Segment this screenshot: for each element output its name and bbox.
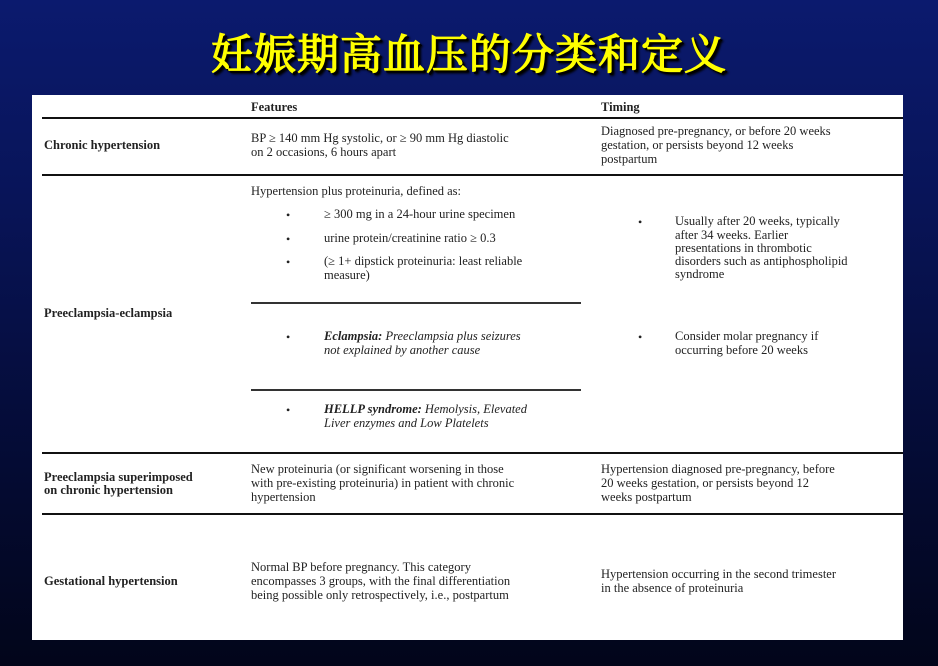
bullet-icon: • xyxy=(638,215,643,229)
bullet-icon: • xyxy=(286,330,291,344)
row-name-chronic: Chronic hypertension xyxy=(44,138,161,152)
hellp-text: Hemolysis, Elevated xyxy=(424,402,527,416)
proteinuria-criterion: (≥ 1+ dipstick proteinuria: least reliable xyxy=(324,254,523,268)
bullet-icon: • xyxy=(286,208,291,222)
row-name-preeclampsia: Preeclampsia-eclampsia xyxy=(44,306,173,320)
classification-table xyxy=(32,95,903,640)
chronic-timing-line: Diagnosed pre-pregnancy, or before 20 weeks xyxy=(601,124,831,138)
row-name-gestational: Gestational hypertension xyxy=(44,574,178,588)
gestational-timing-line: Hypertension occurring in the second trimester xyxy=(601,567,836,581)
header-rule xyxy=(42,117,903,119)
row-rule xyxy=(42,513,903,515)
preeclampsia-timing-line: after 34 weeks. Earlier xyxy=(675,228,789,242)
row-name-superimposed: on chronic hypertension xyxy=(44,483,173,497)
eclampsia-text: not explained by another cause xyxy=(324,343,481,357)
superimposed-features-line: hypertension xyxy=(251,490,316,504)
eclampsia-definition xyxy=(324,330,521,344)
superimposed-timing-line: 20 weeks gestation, or persists beyond 12 xyxy=(601,476,809,490)
gestational-features-line: Normal BP before pregnancy. This category xyxy=(251,560,471,574)
chronic-timing-line: gestation, or persists beyond 12 weeks xyxy=(601,138,794,152)
eclampsia-text: Preeclampsia plus seizures xyxy=(385,329,521,343)
hellp-definition xyxy=(324,403,527,417)
subsection-rule xyxy=(251,302,581,304)
bullet-icon: • xyxy=(286,403,291,417)
bullet-icon: • xyxy=(286,232,291,246)
row-name-superimposed: Preeclampsia superimposed xyxy=(44,470,193,484)
superimposed-timing-line: weeks postpartum xyxy=(601,490,692,504)
gestational-features-line: being possible only retrospectively, i.e., postpartum xyxy=(251,588,509,602)
eclampsia-term: Eclampsia: xyxy=(324,329,383,343)
preeclampsia-timing-line: Consider molar pregnancy if xyxy=(675,329,819,343)
hellp-term: HELLP syndrome: xyxy=(324,402,422,416)
preeclampsia-timing-line: occurring before 20 weeks xyxy=(675,343,808,357)
proteinuria-criterion: ≥ 300 mg in a 24-hour urine specimen xyxy=(324,207,516,221)
chronic-features-line: BP ≥ 140 mm Hg systolic, or ≥ 90 mm Hg diastolic xyxy=(251,131,509,145)
preeclampsia-intro: Hypertension plus proteinuria, defined as: xyxy=(251,184,462,198)
preeclampsia-timing-line: syndrome xyxy=(675,267,725,281)
timing-header: Timing xyxy=(601,100,640,114)
bullet-icon: • xyxy=(286,255,291,269)
preeclampsia-timing-line: Usually after 20 weeks, typically xyxy=(675,214,840,228)
row-rule xyxy=(42,174,903,176)
proteinuria-criterion: urine protein/creatinine ratio ≥ 0.3 xyxy=(324,231,496,245)
row-rule xyxy=(42,452,903,454)
gestational-timing-line: in the absence of proteinuria xyxy=(601,581,744,595)
slide-title: 妊娠期高血压的分类和定义 xyxy=(210,30,727,79)
superimposed-features-line: New proteinuria (or significant worsening in those xyxy=(251,462,504,476)
preeclampsia-timing-line: presentations in thrombotic xyxy=(675,241,812,255)
subsection-rule xyxy=(251,389,581,391)
gestational-features-line: encompasses 3 groups, with the final differentiation xyxy=(251,574,511,588)
superimposed-features-line: with pre-existing proteinuria) in patient with chronic xyxy=(251,476,515,490)
superimposed-timing-line: Hypertension diagnosed pre-pregnancy, before xyxy=(601,462,835,476)
features-header: Features xyxy=(251,100,298,114)
chronic-features-line: on 2 occasions, 6 hours apart xyxy=(251,145,397,159)
bullet-icon: • xyxy=(638,330,643,344)
proteinuria-criterion: measure) xyxy=(324,268,370,282)
chronic-timing-line: postpartum xyxy=(601,152,658,166)
preeclampsia-timing-line: disorders such as antiphospholipid xyxy=(675,254,848,268)
hellp-text: Liver enzymes and Low Platelets xyxy=(324,416,489,430)
